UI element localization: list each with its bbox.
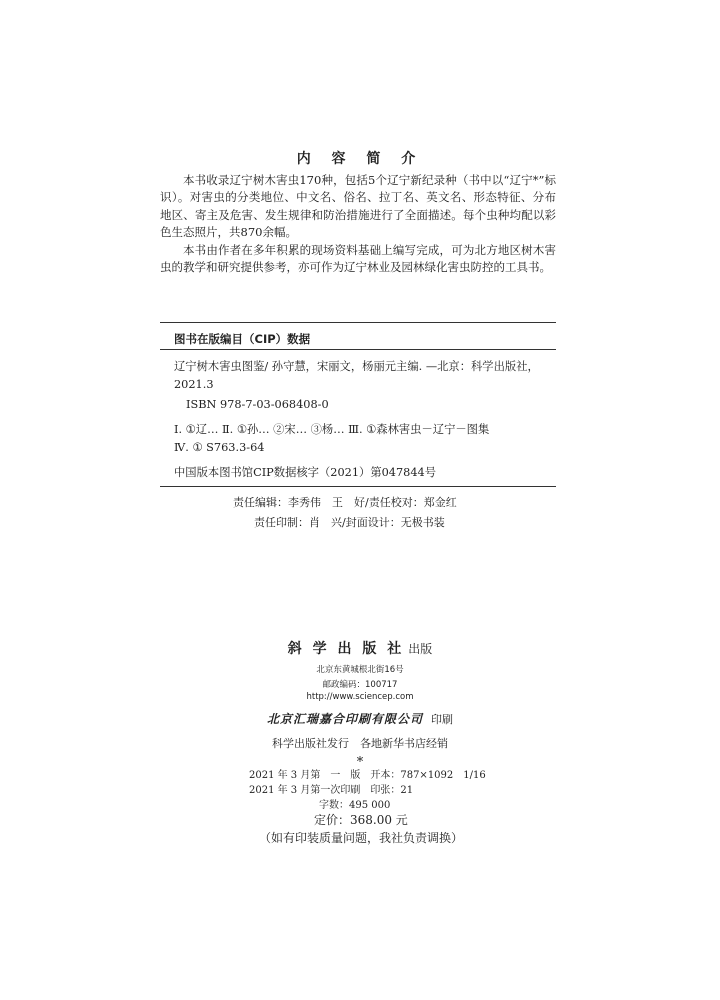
intro-paragraph-2: 本书由作者在多年积累的现场资料基础上编写完成，可为北方地区树木害虫的教学和研究提供参考，亦可作为辽宁林业及园林绿化害虫防控的工具书。 (160, 242, 556, 275)
publisher-block (0, 638, 720, 770)
production-credits: 责任印制：肖 兴/封面设计：无极书装 (254, 516, 445, 529)
quality-notice: （如有印装质量问题，我社负责调换） (259, 831, 464, 845)
cip-classification-2: Ⅳ. ① S763.3-64 (174, 441, 265, 454)
intro-title: 内 容 简 介 (296, 151, 424, 167)
edition-line: 2021 年 3 月第 一 版 开本：787×1092 1/16 (249, 770, 486, 781)
printer-line (0, 708, 720, 727)
cip-bottom-rule (160, 486, 556, 487)
cip-citation-line-1: 辽宁树木害虫图鉴/ 孙守慧，宋丽文，杨丽元主编. —北京：科学出版社， (174, 360, 539, 373)
distribution-line: 科学出版社发行 各地新华书店经销 (272, 737, 448, 750)
cip-heading: 图书在版编目（CIP）数据 (174, 332, 311, 346)
publisher-url: http://www.sciencep.com (306, 692, 414, 702)
printer-suffix: 印刷 (431, 713, 453, 726)
cip-citation-line-2: 2021.3 (174, 378, 214, 391)
cip-top-rule (160, 322, 556, 323)
editor-credits: 责任编辑：李秀伟 王 好/责任校对：郑金红 (233, 496, 457, 509)
printing-line: 2021 年 3 月第一次印刷 印张：21 (249, 785, 414, 796)
publisher-suffix: 出版 (408, 642, 433, 656)
publisher-logo-name: 斜 学 出 版 社 (287, 641, 405, 657)
publisher-name-line (0, 638, 720, 658)
wordcount-line: 字数：495 000 (319, 800, 391, 811)
printer-name: 北京汇瑞嘉合印刷有限公司 (266, 712, 423, 726)
publisher-address: 北京东黄城根北街16号 (316, 665, 404, 675)
intro-paragraph-1: 本书收录辽宁树木害虫170种，包括5个辽宁新纪录种（书中以“辽宁*”标识）。对害虫的分类地位、中文名、俗名、拉丁名、英文名、形态特征、分布地区、寄主及危害、发生规律和防治措施进行了全面描述。每个虫种均配以彩色生态照片，共870余幅。 (160, 173, 556, 240)
cip-classification-1: Ⅰ. ①辽… Ⅱ. ①孙… ②宋… ③杨… Ⅲ. ①森林害虫－辽宁－图集 (174, 423, 490, 436)
price-line: 定价：368.00 元 (314, 813, 408, 827)
separator-star: * (356, 755, 364, 770)
cip-verification: 中国版本图书馆CIP数据核字（2021）第047844号 (174, 466, 437, 479)
publisher-postcode: 邮政编码：100717 (322, 680, 398, 690)
cip-isbn: ISBN 978-7-03-068408-0 (186, 398, 329, 411)
cip-heading-rule (160, 349, 556, 350)
intro-text (160, 172, 556, 276)
